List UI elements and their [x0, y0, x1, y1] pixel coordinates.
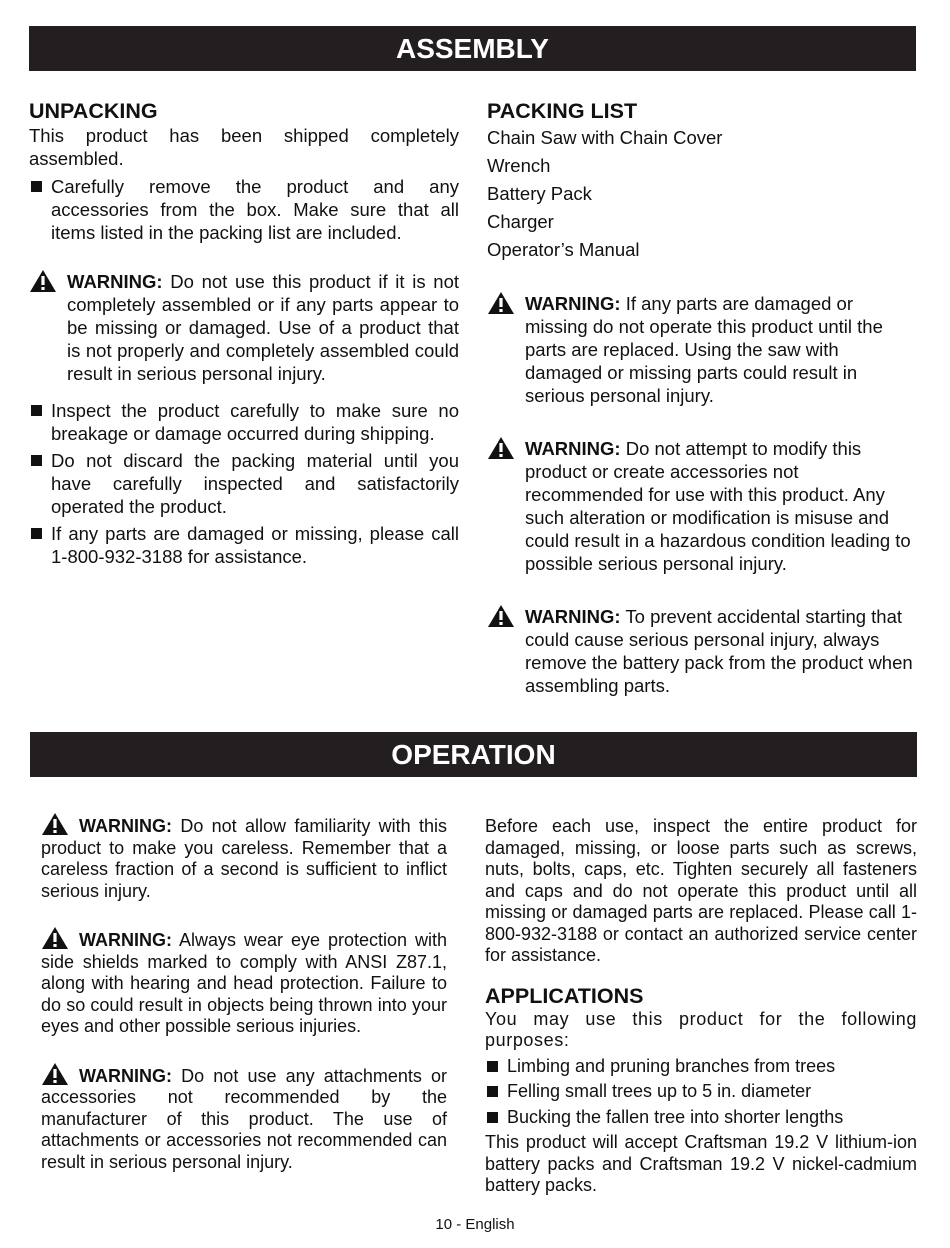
application-item: Felling small trees up to 5 in. diameter: [507, 1081, 812, 1101]
list-item: [485, 1081, 917, 1103]
packing-list-item: Operator’s Manual: [487, 239, 640, 260]
list-item: [29, 522, 459, 568]
warning-label: WARNING:: [525, 438, 621, 459]
warning-triangle-icon: [487, 436, 515, 460]
packing-list-item: Wrench: [487, 155, 551, 176]
packing-list-item: Battery Pack: [487, 183, 592, 204]
warning-label: WARNING:: [79, 1065, 172, 1086]
packing-list-item: Chain Saw with Chain Cover: [487, 127, 723, 148]
page-footer: 10 - English: [435, 1216, 515, 1233]
warning-text: Do not use any attachments or accessories not recommended by the manufacturer of this product. The use of attachments or accessories not recommended can result in serious personal injury.: [41, 1065, 447, 1172]
operation-warning-3: [41, 1066, 447, 1174]
warning-text: Do not attempt to modify this product or create accessories not recommended for use with this product. Any such alteration or modification is misuse and could result in a hazardous condition leading to possible serious personal injury.: [525, 438, 911, 574]
warning-label: WARNING:: [79, 930, 172, 950]
warning-label: WARNING:: [67, 271, 163, 292]
packing-warning-2: [487, 437, 917, 575]
unpacking-bullet-2: Inspect the product carefully to make sure no breakage or damage occurred during shipping.: [51, 400, 459, 444]
warning-triangle-icon: [41, 1062, 69, 1086]
unpacking-bullet-1: Carefully remove the product and any accessories from the box. Make sure that all items listed in the packing list are included.: [51, 176, 459, 243]
battery-note: This product will accept Craftsman 19.2 V lithium-ion battery packs and Craftsman 19.2 V nickel-cadmium battery packs.: [485, 1132, 917, 1195]
assembly-banner: ASSEMBLY: [29, 26, 916, 71]
packing-list-item: Charger: [487, 211, 554, 232]
warning-text: If any parts are damaged or missing do not operate this product until the parts are replaced. Using the saw with damaged or missing parts could result in serious personal injury.: [525, 293, 883, 406]
application-item: Bucking the fallen tree into shorter lengths: [507, 1106, 844, 1127]
warning-label: WARNING:: [525, 293, 621, 314]
inspect-paragraph: Before each use, inspect the entire product for damaged, missing, or loose parts such as screws, nuts, bolts, caps, etc. Tighten securely all fasteners and caps and do not operate this product until all missing or damaged parts are replaced. Please call 1-800-932-3188 or contact an authorized service center for assistance.: [485, 816, 917, 965]
warning-label: WARNING:: [525, 606, 621, 627]
list-item: [29, 175, 459, 244]
packing-list: [487, 124, 917, 264]
operation-banner: OPERATION: [30, 732, 917, 777]
warning-triangle-icon: [41, 926, 69, 950]
packing-warning-3: [487, 605, 917, 697]
packing-list-section: [487, 98, 917, 697]
warning-text: Always wear eye protection with side shields marked to comply with ANSI Z87.1, along with hearing and head protection. Failure to do so could result in objects being thrown into your eyes and other possible serious injuries.: [41, 930, 447, 1036]
warning-triangle-icon: [41, 812, 69, 836]
packing-warning-1: [487, 292, 917, 407]
warning-text: Do not use this product if it is not completely assembled or if any parts appear to be missing or damaged. Use of a product that is not properly and completely assembled could result in serious personal injury.: [67, 271, 459, 384]
warning-triangle-icon: [29, 269, 57, 293]
list-item: [29, 449, 459, 518]
applications-intro: You may use this product for the following purposes:: [485, 1008, 917, 1050]
warning-triangle-icon: [487, 291, 515, 315]
bullet-square-icon: [487, 1061, 498, 1072]
operation-warning-1: [41, 816, 447, 902]
bullet-square-icon: [487, 1112, 498, 1123]
unpacking-bullet-3: Do not discard the packing material until you have carefully inspected and satisfactorily operated the product.: [51, 450, 459, 517]
list-item: [485, 1056, 917, 1078]
warning-text: To prevent accidental starting that could cause serious personal injury, always remove the battery pack from the product when assembling parts.: [525, 606, 913, 696]
operation-warning-2: [41, 930, 447, 1038]
list-item: [29, 399, 459, 445]
warning-label: WARNING:: [79, 816, 172, 836]
operation-warnings: [41, 816, 447, 1173]
unpacking-intro: This product has been shipped completely assembled.: [29, 125, 459, 169]
unpacking-section: [29, 98, 459, 568]
bullet-square-icon: [31, 181, 42, 192]
list-item: [485, 1107, 917, 1129]
warning-text: Do not allow familiarity with this product to make you careless. Remember that a careless fraction of a second is sufficient to inflict serious injury.: [41, 816, 447, 901]
unpacking-heading: UNPACKING: [29, 99, 158, 123]
applications-heading: APPLICATIONS: [485, 983, 644, 1008]
bullet-square-icon: [31, 455, 42, 466]
bullet-square-icon: [31, 405, 42, 416]
unpacking-bullet-4: If any parts are damaged or missing, please call 1-800-932-3188 for assistance.: [51, 523, 459, 567]
bullet-square-icon: [487, 1086, 498, 1097]
unpacking-warning: [29, 270, 459, 385]
applications-column: [485, 816, 917, 1197]
warning-triangle-icon: [487, 604, 515, 628]
packing-list-heading: PACKING LIST: [487, 99, 638, 123]
bullet-square-icon: [31, 528, 42, 539]
application-item: Limbing and pruning branches from trees: [507, 1055, 836, 1076]
